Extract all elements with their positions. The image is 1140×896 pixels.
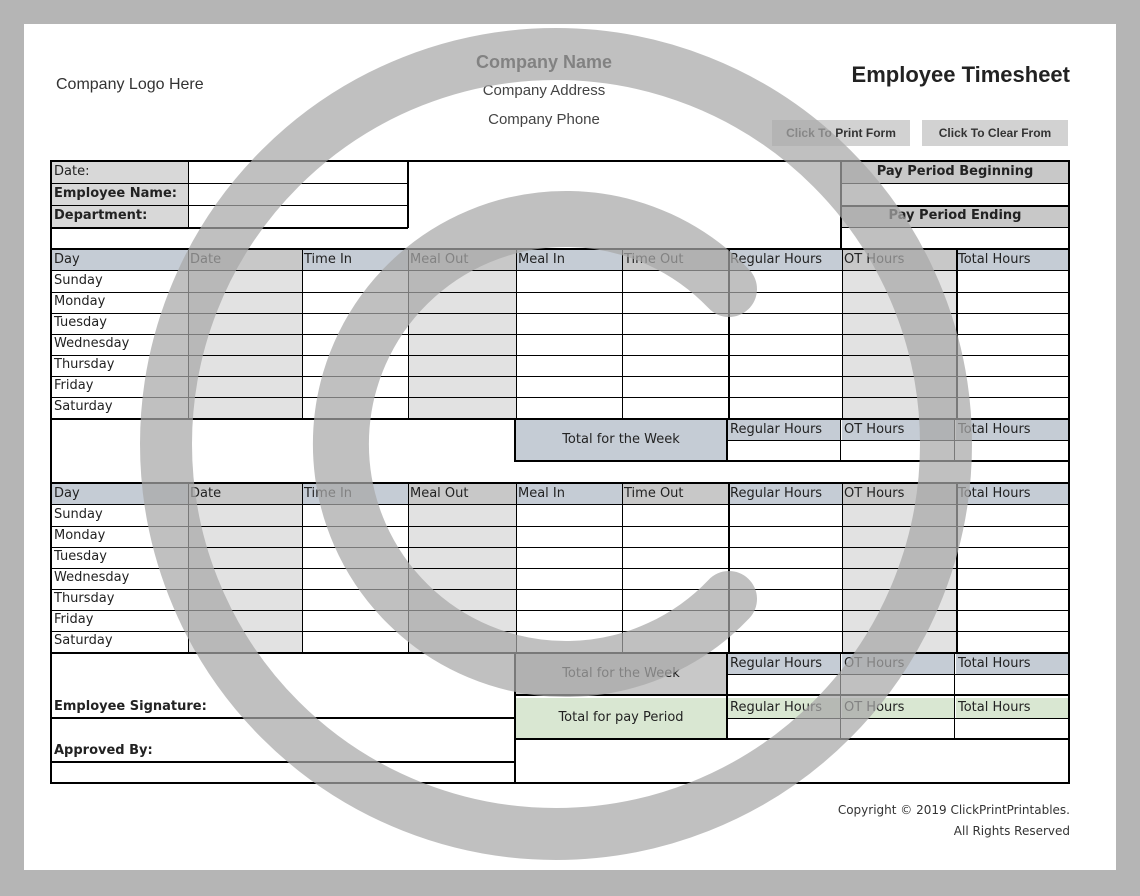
- week-1-saturday-meal-out-input[interactable]: [408, 397, 516, 418]
- grid-line: [50, 248, 1070, 250]
- grid-line: [188, 160, 189, 228]
- grid-line: [50, 782, 1070, 784]
- week-1-monday-meal-in-input[interactable]: [516, 292, 622, 313]
- week-1-header-ot-hours: OT Hours: [842, 250, 956, 270]
- week-1-sunday-ot-hours-input[interactable]: [842, 271, 956, 292]
- week-1-sunday-meal-out-input[interactable]: [408, 271, 516, 292]
- grid-line: [514, 738, 1070, 740]
- week-2-wednesday-regular-hours-input[interactable]: [728, 568, 842, 589]
- week-1-monday-regular-hours-input[interactable]: [728, 292, 842, 313]
- week-1-header-regular-hours: Regular Hours: [728, 250, 842, 270]
- week-2-monday-time-out-input[interactable]: [622, 526, 728, 547]
- pay-period-regular-hours-total[interactable]: [728, 719, 840, 738]
- week-2-regular-hours-total[interactable]: [728, 675, 840, 694]
- grid-line: [840, 418, 841, 460]
- employee-name-label: Employee Name:: [52, 184, 188, 205]
- week-1-friday-meal-in-input[interactable]: [516, 376, 622, 397]
- week-1-day-monday: Monday: [54, 294, 106, 309]
- pay-period-total-hours-total[interactable]: [956, 719, 1068, 738]
- week-1-saturday-regular-hours-input[interactable]: [728, 397, 842, 418]
- week-1-friday-ot-hours-input[interactable]: [842, 376, 956, 397]
- pay-period-total-label: Total for pay Period: [516, 698, 726, 738]
- employee-signature-field[interactable]: [52, 718, 514, 740]
- week-1-sunday-time-in-input[interactable]: [302, 271, 408, 292]
- grid-line: [514, 418, 1070, 420]
- week-2-thursday-meal-in-input[interactable]: [516, 589, 622, 610]
- grid-line: [50, 589, 1070, 590]
- week-1-sunday-total-hours-input[interactable]: [956, 271, 1068, 292]
- grid-line: [50, 547, 1070, 548]
- week-1-saturday-ot-hours-input[interactable]: [842, 397, 956, 418]
- week-2-sunday-regular-hours-input[interactable]: [728, 505, 842, 526]
- grid-line: [514, 418, 516, 460]
- week-1-thursday-date-input[interactable]: [188, 355, 302, 376]
- week-1-tuesday-meal-out-input[interactable]: [408, 313, 516, 334]
- department-field[interactable]: [188, 206, 408, 227]
- week-2-saturday-meal-out-input[interactable]: [408, 631, 516, 652]
- week-1-monday-meal-out-input[interactable]: [408, 292, 516, 313]
- week-1-ot-hours-header: OT Hours: [842, 420, 954, 440]
- grid-line: [188, 250, 189, 418]
- week-1-thursday-time-out-input[interactable]: [622, 355, 728, 376]
- week-1-monday-time-in-input[interactable]: [302, 292, 408, 313]
- grid-line: [1068, 160, 1070, 784]
- timesheet-page: [24, 24, 1116, 870]
- week-1-monday-total-hours-input[interactable]: [956, 292, 1068, 313]
- week-1-friday-meal-out-input[interactable]: [408, 376, 516, 397]
- week-2-header-meal-in: Meal In: [516, 484, 622, 504]
- week-2-friday-total-hours-input[interactable]: [956, 610, 1068, 631]
- week-2-day-wednesday: Wednesday: [54, 570, 130, 585]
- date-label: Date:: [52, 162, 188, 183]
- week-2-thursday-time-out-input[interactable]: [622, 589, 728, 610]
- grid-line: [622, 484, 623, 652]
- week-2-monday-meal-out-input[interactable]: [408, 526, 516, 547]
- grid-line: [728, 250, 730, 418]
- week-1-tuesday-regular-hours-input[interactable]: [728, 313, 842, 334]
- pay-period-beginning-field[interactable]: [842, 184, 1068, 205]
- week-2-sunday-time-in-input[interactable]: [302, 505, 408, 526]
- week-2-monday-date-input[interactable]: [188, 526, 302, 547]
- week-1-monday-time-out-input[interactable]: [622, 292, 728, 313]
- week-2-friday-regular-hours-input[interactable]: [728, 610, 842, 631]
- week-2-header-time-out: Time Out: [622, 484, 728, 504]
- week-1-sunday-time-out-input[interactable]: [622, 271, 728, 292]
- grid-line: [50, 270, 1070, 271]
- week-1-total-hours-header: Total Hours: [956, 420, 1068, 440]
- week-1-wednesday-time-in-input[interactable]: [302, 334, 408, 355]
- week-2-saturday-meal-in-input[interactable]: [516, 631, 622, 652]
- week-1-wednesday-date-input[interactable]: [188, 334, 302, 355]
- week-2-monday-ot-hours-input[interactable]: [842, 526, 956, 547]
- week-2-total-hours-total[interactable]: [956, 675, 1068, 694]
- grid-line: [50, 631, 1070, 632]
- grid-line: [50, 313, 1070, 314]
- week-1-wednesday-meal-in-input[interactable]: [516, 334, 622, 355]
- week-2-friday-time-in-input[interactable]: [302, 610, 408, 631]
- week-2-ot-hours-total[interactable]: [842, 675, 954, 694]
- company-name: Company Name: [475, 52, 613, 72]
- grid-line: [514, 694, 1070, 696]
- week-2-monday-regular-hours-input[interactable]: [728, 526, 842, 547]
- employee-name-field[interactable]: [188, 184, 408, 205]
- week-2-header-ot-hours: OT Hours: [842, 484, 956, 504]
- grid-line: [726, 652, 728, 740]
- week-1-regular-hours-total[interactable]: [728, 441, 840, 460]
- week-2-header-day: Day: [52, 484, 188, 504]
- week-2-tuesday-meal-out-input[interactable]: [408, 547, 516, 568]
- week-1-header-date: Date: [188, 250, 302, 270]
- week-1-thursday-ot-hours-input[interactable]: [842, 355, 956, 376]
- week-2-friday-ot-hours-input[interactable]: [842, 610, 956, 631]
- week-2-wednesday-date-input[interactable]: [188, 568, 302, 589]
- grid-line: [516, 484, 517, 652]
- week-2-saturday-time-out-input[interactable]: [622, 631, 728, 652]
- week-1-total-hours-total[interactable]: [956, 441, 1068, 460]
- pay-period-regular-hours-header: Regular Hours: [728, 698, 840, 718]
- grid-line: [840, 652, 841, 740]
- week-2-tuesday-ot-hours-input[interactable]: [842, 547, 956, 568]
- week-2-saturday-total-hours-input[interactable]: [956, 631, 1068, 652]
- week-1-tuesday-total-hours-input[interactable]: [956, 313, 1068, 334]
- week-2-thursday-total-hours-input[interactable]: [956, 589, 1068, 610]
- pay-period-ending-field[interactable]: [842, 228, 1068, 248]
- week-2-header-date: Date: [188, 484, 302, 504]
- grid-line: [50, 160, 1070, 162]
- week-2-thursday-ot-hours-input[interactable]: [842, 589, 956, 610]
- approved-by-field[interactable]: [52, 762, 514, 782]
- week-1-tuesday-meal-in-input[interactable]: [516, 313, 622, 334]
- week-1-sunday-regular-hours-input[interactable]: [728, 271, 842, 292]
- grid-line: [514, 460, 1070, 462]
- week-2-monday-total-hours-input[interactable]: [956, 526, 1068, 547]
- week-1-tuesday-time-in-input[interactable]: [302, 313, 408, 334]
- week-2-sunday-ot-hours-input[interactable]: [842, 505, 956, 526]
- week-2-day-thursday: Thursday: [54, 591, 115, 606]
- week-2-day-monday: Monday: [54, 528, 106, 543]
- approved-by-label: Approved By:: [54, 743, 153, 758]
- week-1-saturday-total-hours-input[interactable]: [956, 397, 1068, 418]
- week-2-saturday-ot-hours-input[interactable]: [842, 631, 956, 652]
- print-form-button[interactable]: Click To Print Form: [772, 120, 910, 146]
- week-1-monday-ot-hours-input[interactable]: [842, 292, 956, 313]
- grid-line: [514, 652, 1070, 654]
- week-2-wednesday-meal-out-input[interactable]: [408, 568, 516, 589]
- week-1-friday-time-out-input[interactable]: [622, 376, 728, 397]
- grid-line: [50, 227, 408, 229]
- week-2-sunday-meal-in-input[interactable]: [516, 505, 622, 526]
- week-1-day-wednesday: Wednesday: [54, 336, 130, 351]
- week-2-header-meal-out: Meal Out: [408, 484, 516, 504]
- grid-line: [50, 292, 1070, 293]
- week-1-header-total-hours: Total Hours: [956, 250, 1068, 270]
- week-2-tuesday-date-input[interactable]: [188, 547, 302, 568]
- week-2-friday-time-out-input[interactable]: [622, 610, 728, 631]
- week-2-sunday-time-out-input[interactable]: [622, 505, 728, 526]
- week-1-tuesday-ot-hours-input[interactable]: [842, 313, 956, 334]
- week-1-saturday-time-out-input[interactable]: [622, 397, 728, 418]
- week-1-header-meal-out: Meal Out: [408, 250, 516, 270]
- grid-line: [50, 526, 1070, 527]
- grid-line: [50, 376, 1070, 377]
- grid-line: [50, 334, 1070, 335]
- grid-line: [726, 418, 728, 460]
- week-2-tuesday-total-hours-input[interactable]: [956, 547, 1068, 568]
- week-1-day-tuesday: Tuesday: [54, 315, 107, 330]
- week-1-friday-total-hours-input[interactable]: [956, 376, 1068, 397]
- grid-line: [514, 652, 516, 782]
- week-1-header-meal-in: Meal In: [516, 250, 622, 270]
- grid-line: [842, 250, 843, 418]
- week-2-saturday-time-in-input[interactable]: [302, 631, 408, 652]
- grid-line: [408, 250, 409, 418]
- grid-line: [956, 250, 958, 418]
- week-1-header-time-out: Time Out: [622, 250, 728, 270]
- grid-line: [956, 484, 958, 652]
- week-2-total-label: Total for the Week: [516, 654, 726, 694]
- week-2-thursday-date-input[interactable]: [188, 589, 302, 610]
- week-2-monday-meal-in-input[interactable]: [516, 526, 622, 547]
- week-1-friday-regular-hours-input[interactable]: [728, 376, 842, 397]
- week-2-saturday-date-input[interactable]: [188, 631, 302, 652]
- rights-text: All Rights Reserved: [953, 824, 1070, 838]
- week-1-wednesday-total-hours-input[interactable]: [956, 334, 1068, 355]
- company-logo-placeholder: Company Logo Here: [56, 76, 204, 93]
- employee-signature-label: Employee Signature:: [54, 699, 207, 714]
- week-1-header-day: Day: [52, 250, 188, 270]
- grid-line: [840, 227, 1068, 228]
- copyright-notice: [838, 800, 1070, 842]
- grid-line: [50, 610, 1070, 611]
- week-2-wednesday-total-hours-input[interactable]: [956, 568, 1068, 589]
- week-1-day-sunday: Sunday: [54, 273, 103, 288]
- grid-line: [726, 718, 1070, 719]
- grid-line: [516, 250, 517, 418]
- grid-line: [50, 504, 1070, 505]
- week-2-friday-meal-in-input[interactable]: [516, 610, 622, 631]
- grid-line: [954, 652, 955, 740]
- grid-line: [50, 568, 1070, 569]
- week-1-thursday-meal-in-input[interactable]: [516, 355, 622, 376]
- week-2-day-saturday: Saturday: [54, 633, 113, 648]
- week-1-tuesday-time-out-input[interactable]: [622, 313, 728, 334]
- week-2-day-sunday: Sunday: [54, 507, 103, 522]
- pay-period-beginning-label: Pay Period Beginning: [842, 162, 1068, 183]
- week-2-monday-time-in-input[interactable]: [302, 526, 408, 547]
- grid-line: [408, 484, 409, 652]
- grid-line: [302, 484, 303, 652]
- grid-line: [954, 418, 955, 460]
- grid-line: [407, 160, 409, 228]
- grid-line: [840, 183, 1068, 184]
- week-2-header-regular-hours: Regular Hours: [728, 484, 842, 504]
- week-2-sunday-total-hours-input[interactable]: [956, 505, 1068, 526]
- week-2-wednesday-meal-in-input[interactable]: [516, 568, 622, 589]
- week-2-sunday-meal-out-input[interactable]: [408, 505, 516, 526]
- week-2-wednesday-ot-hours-input[interactable]: [842, 568, 956, 589]
- date-field[interactable]: [188, 162, 408, 183]
- department-label: Department:: [52, 206, 188, 227]
- grid-line: [302, 250, 303, 418]
- week-2-regular-hours-header: Regular Hours: [728, 654, 840, 674]
- grid-line: [188, 484, 189, 652]
- week-2-tuesday-time-out-input[interactable]: [622, 547, 728, 568]
- week-2-day-tuesday: Tuesday: [54, 549, 107, 564]
- grid-line: [50, 160, 52, 784]
- grid-line: [50, 355, 1070, 356]
- week-2-wednesday-time-out-input[interactable]: [622, 568, 728, 589]
- grid-line: [50, 183, 408, 184]
- week-1-friday-time-in-input[interactable]: [302, 376, 408, 397]
- week-1-header-time-in: Time In: [302, 250, 408, 270]
- week-1-thursday-meal-out-input[interactable]: [408, 355, 516, 376]
- week-1-day-thursday: Thursday: [54, 357, 115, 372]
- week-2-tuesday-regular-hours-input[interactable]: [728, 547, 842, 568]
- week-2-tuesday-time-in-input[interactable]: [302, 547, 408, 568]
- pay-period-ending-label: Pay Period Ending: [842, 206, 1068, 227]
- grid-line: [842, 484, 843, 652]
- week-1-total-label: Total for the Week: [516, 420, 726, 460]
- grid-line: [726, 440, 1070, 441]
- week-2-header-time-in: Time In: [302, 484, 408, 504]
- grid-line: [50, 205, 408, 206]
- week-2-friday-date-input[interactable]: [188, 610, 302, 631]
- week-2-ot-hours-header: OT Hours: [842, 654, 954, 674]
- week-1-wednesday-meal-out-input[interactable]: [408, 334, 516, 355]
- week-2-saturday-regular-hours-input[interactable]: [728, 631, 842, 652]
- grid-line: [50, 397, 1070, 398]
- week-1-wednesday-ot-hours-input[interactable]: [842, 334, 956, 355]
- week-2-wednesday-time-in-input[interactable]: [302, 568, 408, 589]
- week-1-sunday-meal-in-input[interactable]: [516, 271, 622, 292]
- week-2-thursday-regular-hours-input[interactable]: [728, 589, 842, 610]
- clear-form-button[interactable]: Click To Clear From: [922, 120, 1068, 146]
- grid-line: [726, 674, 1070, 675]
- week-1-saturday-time-in-input[interactable]: [302, 397, 408, 418]
- pay-period-ot-hours-total[interactable]: [842, 719, 954, 738]
- week-1-wednesday-time-out-input[interactable]: [622, 334, 728, 355]
- week-2-thursday-meal-out-input[interactable]: [408, 589, 516, 610]
- week-1-sunday-date-input[interactable]: [188, 271, 302, 292]
- week-1-regular-hours-header: Regular Hours: [728, 420, 840, 440]
- week-2-friday-meal-out-input[interactable]: [408, 610, 516, 631]
- week-2-total-hours-header: Total Hours: [956, 654, 1068, 674]
- grid-line: [50, 717, 514, 719]
- page-title: Employee Timesheet: [851, 62, 1070, 87]
- pay-period-ot-hours-header: OT Hours: [842, 698, 954, 718]
- grid-line: [840, 205, 1068, 207]
- week-1-day-friday: Friday: [54, 378, 94, 393]
- company-phone: Company Phone: [488, 111, 600, 128]
- pay-period-total-hours-header: Total Hours: [956, 698, 1068, 718]
- grid-line: [50, 761, 514, 763]
- week-1-wednesday-regular-hours-input[interactable]: [728, 334, 842, 355]
- grid-line: [50, 482, 1070, 484]
- week-2-day-friday: Friday: [54, 612, 94, 627]
- week-2-sunday-date-input[interactable]: [188, 505, 302, 526]
- week-1-tuesday-date-input[interactable]: [188, 313, 302, 334]
- copyright-text: Copyright © 2019 ClickPrintPrintables.: [837, 803, 1070, 817]
- week-1-thursday-time-in-input[interactable]: [302, 355, 408, 376]
- grid-line: [622, 250, 623, 418]
- week-1-saturday-meal-in-input[interactable]: [516, 397, 622, 418]
- company-address: Company Address: [482, 82, 606, 99]
- week-2-thursday-time-in-input[interactable]: [302, 589, 408, 610]
- week-1-day-saturday: Saturday: [54, 399, 113, 414]
- week-2-tuesday-meal-in-input[interactable]: [516, 547, 622, 568]
- week-1-friday-date-input[interactable]: [188, 376, 302, 397]
- week-1-thursday-regular-hours-input[interactable]: [728, 355, 842, 376]
- grid-line: [728, 484, 730, 652]
- week-1-ot-hours-total[interactable]: [842, 441, 954, 460]
- week-1-thursday-total-hours-input[interactable]: [956, 355, 1068, 376]
- week-1-saturday-date-input[interactable]: [188, 397, 302, 418]
- week-1-monday-date-input[interactable]: [188, 292, 302, 313]
- week-2-header-total-hours: Total Hours: [956, 484, 1068, 504]
